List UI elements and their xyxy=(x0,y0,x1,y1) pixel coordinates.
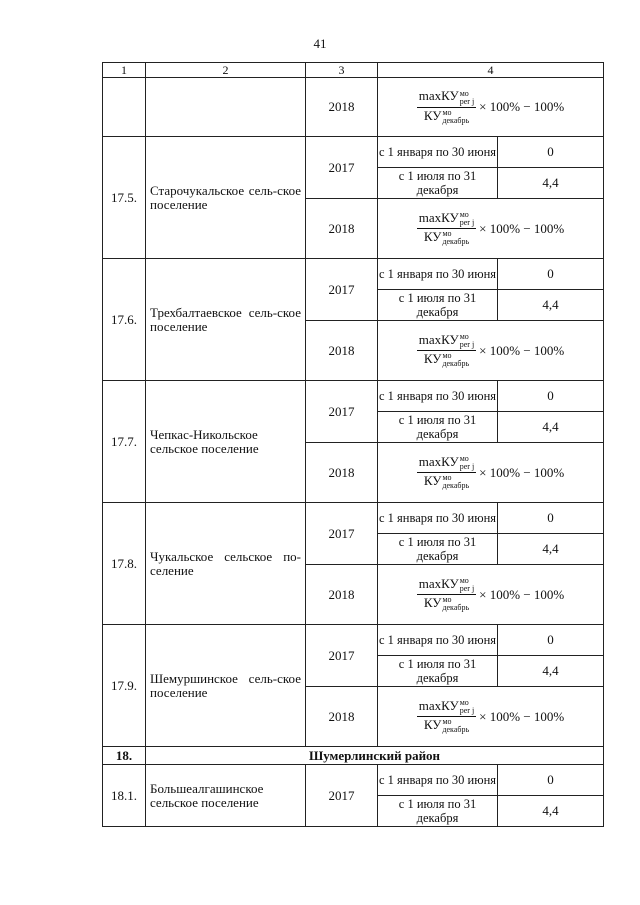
table-row xyxy=(103,137,604,168)
formula-num-sup: мо xyxy=(459,698,469,707)
period-cell: с 1 января по 30 июня xyxy=(378,137,498,168)
formula-num-sub: per j xyxy=(459,218,475,227)
period-cell: с 1 января по 30 июня xyxy=(378,259,498,290)
formula-numerator xyxy=(417,89,476,107)
period-cell: с 1 января по 30 июня xyxy=(378,381,498,412)
year-cell: 2017 xyxy=(306,137,378,199)
formula-num-base: maxКУ xyxy=(418,575,459,591)
formula-numerator xyxy=(417,455,476,473)
settlement-name: Большеалгашинское сельское поселение xyxy=(150,780,264,810)
value-cell: 4,4 xyxy=(498,290,604,321)
row-number-cell: 17.8. xyxy=(103,503,146,625)
formula-den-sub: декабрь xyxy=(442,237,470,247)
value-cell: 0 xyxy=(498,765,604,796)
year-cell: 2018 xyxy=(306,565,378,625)
formula-num-base: maxКУ xyxy=(418,209,459,225)
formula-denominator xyxy=(422,351,471,368)
value-cell: 4,4 xyxy=(498,412,604,443)
formula-den-base: КУ xyxy=(423,717,442,732)
page-number: 41 xyxy=(313,36,327,51)
row-number-cell xyxy=(103,78,146,137)
formula-denominator xyxy=(422,595,471,612)
period-cell: с 1 июля по 31 декабря xyxy=(378,412,498,443)
table-row xyxy=(103,625,604,656)
period-cell: с 1 июля по 31 декабря xyxy=(378,796,498,827)
formula-denominator xyxy=(422,473,471,490)
formula-cell xyxy=(378,565,604,625)
formula-tail: × 100% − 100% xyxy=(479,708,565,724)
formula-den-sub: декабрь xyxy=(442,359,470,369)
formula-cell xyxy=(378,199,604,259)
header-col-1: 1 xyxy=(103,63,146,78)
formula-den-sub: декабрь xyxy=(442,725,470,735)
table-row xyxy=(103,503,604,534)
formula xyxy=(378,699,603,734)
year-cell: 2018 xyxy=(306,199,378,259)
settlement-name-cell xyxy=(146,625,306,747)
period-cell: с 1 июля по 31 декабря xyxy=(378,290,498,321)
year-cell: 2018 xyxy=(306,443,378,503)
formula-numerator xyxy=(417,333,476,351)
row-number-cell: 17.9. xyxy=(103,625,146,747)
formula-num-sup: мо xyxy=(459,332,469,341)
year-cell: 2017 xyxy=(306,259,378,321)
settlement-name-cell xyxy=(146,503,306,625)
settlement-name: Старочукальское сель-ское поселение xyxy=(150,182,301,212)
value-cell: 4,4 xyxy=(498,168,604,199)
formula-num-base: maxКУ xyxy=(418,88,459,104)
table-row xyxy=(103,78,604,137)
tariff-table xyxy=(102,62,604,827)
period-cell: с 1 июля по 31 декабря xyxy=(378,656,498,687)
year-cell: 2017 xyxy=(306,503,378,565)
settlement-name: Шемуршинское сель-ское поселение xyxy=(150,670,301,700)
formula-num-sub: per j xyxy=(459,584,475,593)
formula-den-sub: декабрь xyxy=(442,115,470,125)
value-cell: 4,4 xyxy=(498,656,604,687)
formula-denominator xyxy=(422,717,471,734)
fraction xyxy=(417,699,476,734)
year-cell: 2018 xyxy=(306,321,378,381)
formula-num-sub: per j xyxy=(459,96,475,106)
formula-cell xyxy=(378,687,604,747)
formula xyxy=(378,577,603,612)
settlement-name-cell xyxy=(146,765,306,827)
formula-num-base: maxКУ xyxy=(418,331,459,347)
formula-tail: × 100% − 100% xyxy=(479,99,565,114)
period-cell: с 1 июля по 31 декабря xyxy=(378,534,498,565)
formula xyxy=(378,89,603,124)
settlement-name-cell xyxy=(146,381,306,503)
year-cell: 2017 xyxy=(306,765,378,827)
formula-cell xyxy=(378,443,604,503)
year-cell: 2017 xyxy=(306,625,378,687)
formula-numerator xyxy=(417,699,476,717)
table-row xyxy=(103,259,604,290)
fraction xyxy=(417,333,476,368)
header-col-4: 4 xyxy=(378,63,604,78)
formula xyxy=(378,455,603,490)
formula-den-sup: мо xyxy=(442,229,452,239)
row-number-cell: 18.1. xyxy=(103,765,146,827)
value-cell: 0 xyxy=(498,259,604,290)
value-cell: 4,4 xyxy=(498,534,604,565)
section-number-cell: 18. xyxy=(103,747,146,765)
value-cell: 0 xyxy=(498,137,604,168)
formula-num-sub: per j xyxy=(459,706,475,715)
formula-cell xyxy=(378,78,604,137)
formula-denominator xyxy=(422,229,471,246)
value-cell: 0 xyxy=(498,503,604,534)
formula-num-sub: per j xyxy=(459,462,475,471)
year-cell: 2018 xyxy=(306,687,378,747)
settlement-name-cell xyxy=(146,259,306,381)
settlement-name: Трехбалтаевское сель-ское поселение xyxy=(150,304,301,334)
formula-num-sup: мо xyxy=(459,88,469,98)
period-cell: с 1 января по 30 июня xyxy=(378,625,498,656)
formula-den-sup: мо xyxy=(442,107,452,117)
formula-cell xyxy=(378,321,604,381)
formula-den-sub: декабрь xyxy=(442,481,470,491)
fraction xyxy=(417,455,476,490)
formula-den-base: КУ xyxy=(423,473,442,488)
settlement-name: Чукальское сельское по-селение xyxy=(150,548,301,578)
formula-tail: × 100% − 100% xyxy=(479,342,565,358)
period-cell: с 1 января по 30 июня xyxy=(378,503,498,534)
formula-tail: × 100% − 100% xyxy=(479,220,565,236)
fraction xyxy=(417,577,476,612)
year-cell: 2018 xyxy=(306,78,378,137)
value-cell: 0 xyxy=(498,381,604,412)
formula-numerator xyxy=(417,577,476,595)
formula-den-base: КУ xyxy=(423,351,442,366)
formula-num-sub: per j xyxy=(459,340,475,349)
formula-den-base: КУ xyxy=(423,107,442,123)
section-title-cell: Шумерлинский район xyxy=(146,747,604,765)
settlement-name-cell xyxy=(146,78,306,137)
settlement-name-cell xyxy=(146,137,306,259)
formula-den-sup: мо xyxy=(442,717,452,727)
table-row xyxy=(103,747,604,765)
formula-tail: × 100% − 100% xyxy=(479,464,565,480)
row-number-cell: 17.7. xyxy=(103,381,146,503)
table-row xyxy=(103,381,604,412)
formula xyxy=(378,211,603,246)
period-cell: с 1 июля по 31 декабря xyxy=(378,168,498,199)
row-number-cell: 17.5. xyxy=(103,137,146,259)
formula-den-base: КУ xyxy=(423,595,442,610)
formula-num-sup: мо xyxy=(459,576,469,585)
formula-num-sup: мо xyxy=(459,210,469,219)
fraction xyxy=(417,89,476,124)
period-cell: с 1 января по 30 июня xyxy=(378,765,498,796)
formula-den-base: КУ xyxy=(423,229,442,244)
year-cell: 2017 xyxy=(306,381,378,443)
formula-num-base: maxКУ xyxy=(418,453,459,469)
settlement-name: Чепкас-Никольское сельское поселение xyxy=(150,426,259,456)
header-col-2: 2 xyxy=(146,63,306,78)
formula-den-sup: мо xyxy=(442,595,452,605)
fraction xyxy=(417,211,476,246)
header-col-3: 3 xyxy=(306,63,378,78)
formula-tail: × 100% − 100% xyxy=(479,586,565,602)
formula xyxy=(378,333,603,368)
row-number-cell: 17.6. xyxy=(103,259,146,381)
value-cell: 4,4 xyxy=(498,796,604,827)
formula-den-sup: мо xyxy=(442,473,452,483)
formula-den-sub: декабрь xyxy=(442,603,470,613)
formula-num-sup: мо xyxy=(459,454,469,463)
table-row xyxy=(103,765,604,796)
value-cell: 0 xyxy=(498,625,604,656)
header-row xyxy=(103,63,604,78)
formula-numerator xyxy=(417,211,476,229)
formula-denominator xyxy=(422,108,471,125)
formula-num-base: maxКУ xyxy=(418,697,459,713)
formula-den-sup: мо xyxy=(442,351,452,361)
